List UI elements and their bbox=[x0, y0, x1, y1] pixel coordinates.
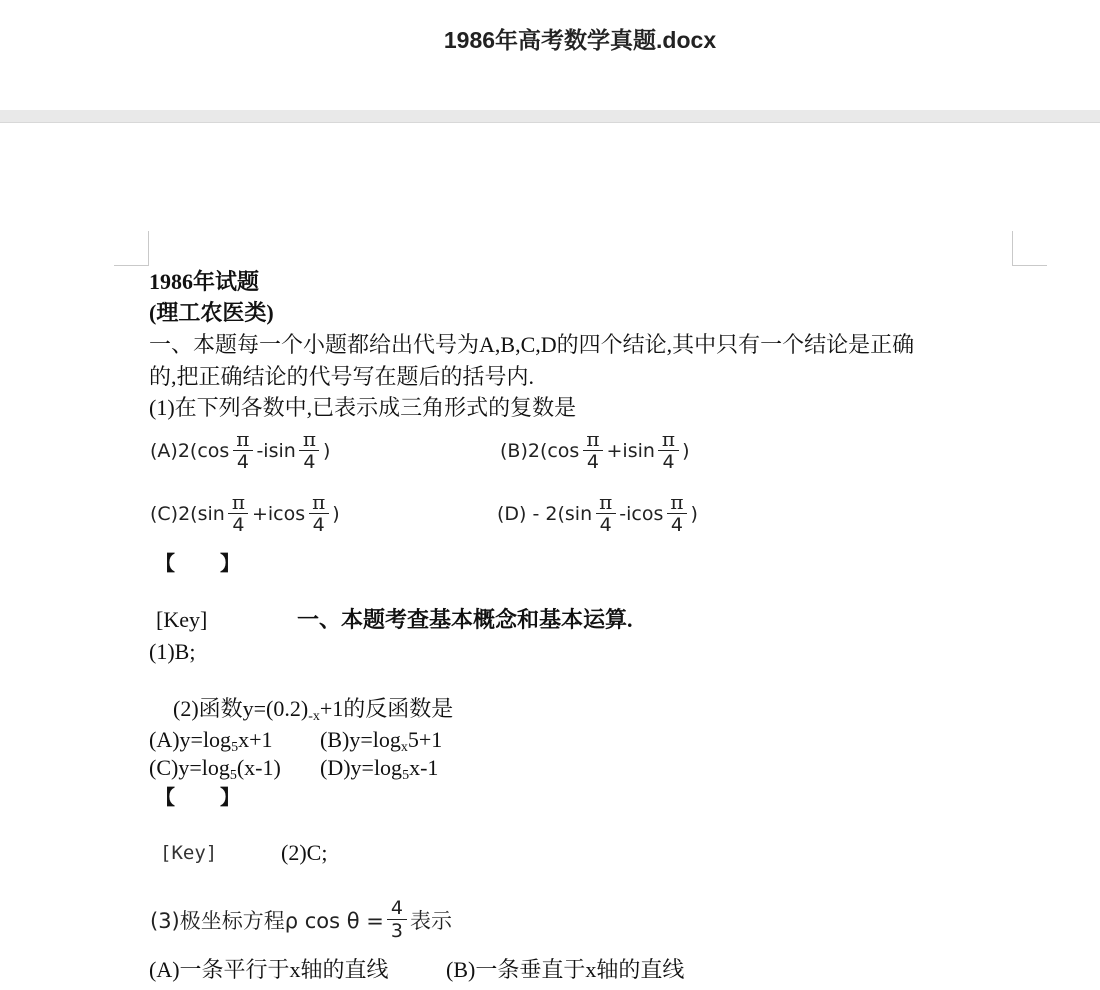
q2-option-d: (D)y=log5x-1 bbox=[320, 755, 439, 783]
q3-option-b: (B)一条垂直于x轴的直线 bbox=[446, 957, 685, 982]
section-intro-line-2: 的,把正确结论的代号写在题后的括号内. bbox=[149, 364, 535, 389]
document-page bbox=[0, 123, 1100, 990]
q1-key-text: 一、本题考查基本概念和基本运算. bbox=[297, 607, 633, 632]
q2-answer: (2)C; bbox=[281, 840, 328, 865]
document-title: 1986年高考数学真题.docx bbox=[443, 27, 717, 53]
q1-key-label: [Key] bbox=[156, 607, 208, 632]
question-1-stem: (1)在下列各数中,已表示成三角形式的复数是 bbox=[149, 395, 577, 420]
q1-option-a: (A)2(cos $\frac{\pi}{4}$ -isin $\frac{\pi}{4}$ ) bbox=[150, 427, 331, 473]
q2-key-label: [Key] bbox=[160, 842, 218, 864]
section-intro-line-1: 一、本题每一个小题都给出代号为A,B,C,D的四个结论,其中只有一个结论是正确 bbox=[149, 332, 915, 357]
q2-option-b: (B)y=logx5+1 bbox=[320, 727, 443, 755]
subheading: (理工农医类) bbox=[149, 300, 274, 325]
toolbar-separator bbox=[0, 110, 1100, 123]
title-bar bbox=[0, 0, 1100, 110]
q1-answer-bracket-left: 【 bbox=[155, 551, 175, 575]
margin-corner-top-left bbox=[114, 231, 149, 266]
q2-answer-bracket-right: 】 bbox=[220, 785, 240, 809]
q1-option-d: (D) - 2(sin $\frac{\pi}{4}$ -icos $\frac{\pi}{4}$ ) bbox=[497, 490, 698, 536]
q2-option-a: (A)y=log5x+1 bbox=[149, 727, 273, 755]
margin-corner-top-right bbox=[1012, 231, 1047, 266]
q2-option-c: (C)y=log5(x-1) bbox=[149, 755, 281, 783]
q1-answer-bracket-right: 】 bbox=[220, 551, 240, 575]
question-3-stem: (3)极坐标方程ρ cos θ = $\frac{4}{3}$ 表示 bbox=[150, 897, 452, 942]
q3-option-a: (A)一条平行于x轴的直线 bbox=[149, 957, 389, 982]
question-2-stem: (2)函数y=(0.2)-x+1的反函数是 bbox=[173, 696, 454, 724]
q2-answer-bracket-left: 【 bbox=[155, 785, 175, 809]
q1-option-c: (C)2(sin $\frac{\pi}{4}$ +icos $\frac{\pi}{4}$ ) bbox=[150, 490, 340, 536]
q1-option-b: (B)2(cos $\frac{\pi}{4}$ +isin $\frac{\pi}{4}$ ) bbox=[500, 427, 690, 473]
q1-answer: (1)B; bbox=[149, 639, 196, 664]
heading: 1986年试题 bbox=[149, 269, 260, 294]
